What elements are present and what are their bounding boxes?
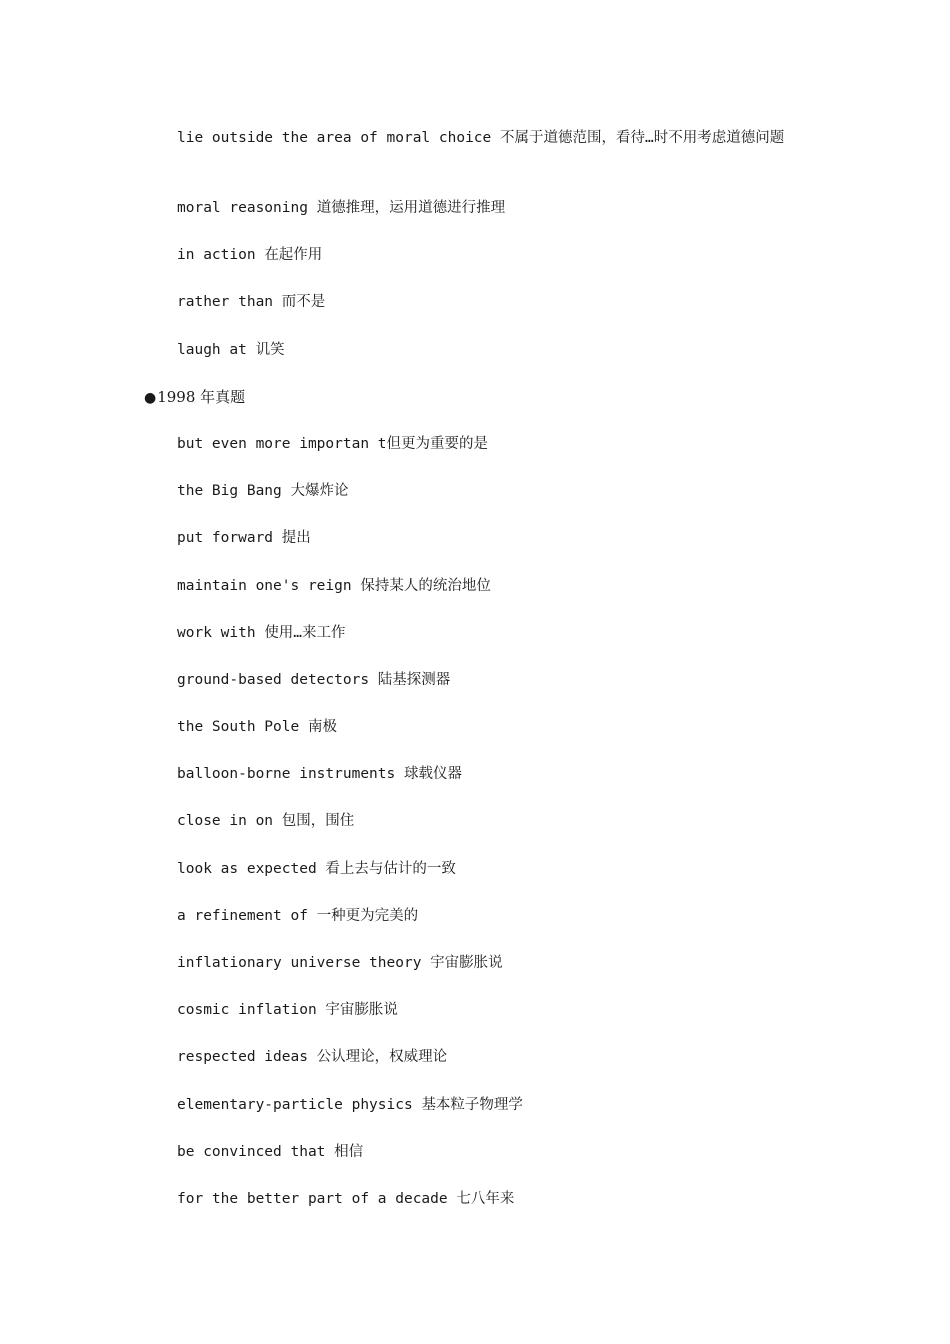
- vocab-english: inflationary universe theory: [177, 955, 422, 971]
- vocab-chinese: 公认理论，权威理论: [316, 1049, 448, 1066]
- vocab-english: balloon-borne instruments: [177, 766, 396, 783]
- vocab-entry: [144, 716, 814, 763]
- vocab-english: maintain one's reign: [177, 577, 352, 594]
- vocab-english: laugh at: [177, 341, 247, 358]
- vocabulary-list: [144, 126, 814, 1235]
- vocab-chinese: 南极: [307, 719, 337, 736]
- vocab-chinese: 而不是: [281, 294, 326, 311]
- vocab-entry: [144, 480, 814, 527]
- vocab-entry: [144, 622, 814, 669]
- vocab-entry: [144, 1094, 814, 1141]
- vocab-chinese: 基本粒子物理学: [421, 1096, 523, 1113]
- vocab-entry: [144, 952, 814, 999]
- vocab-english: the South Pole: [177, 719, 300, 736]
- vocab-english: close in on: [177, 813, 274, 830]
- vocab-entry: [144, 858, 814, 905]
- vocab-english: a refinement of: [177, 907, 308, 924]
- vocab-entry: [144, 999, 814, 1046]
- vocab-chinese: 提出: [281, 530, 311, 547]
- vocab-english: rather than: [177, 294, 274, 311]
- section-heading: [144, 386, 814, 433]
- vocab-entry: [144, 1188, 814, 1235]
- vocab-chinese: 宇宙膨胀说: [430, 955, 503, 971]
- vocab-english: put forward: [177, 530, 274, 547]
- vocab-english: but even more importan t: [177, 435, 387, 452]
- vocab-entry: [144, 126, 814, 197]
- vocab-chinese: 陆基探测器: [377, 671, 451, 688]
- vocab-english: in action: [177, 247, 256, 264]
- vocab-english: elementary-particle physics: [177, 1096, 413, 1113]
- vocab-chinese: 相信: [334, 1143, 364, 1160]
- vocab-chinese: 一种更为完美的: [316, 907, 419, 924]
- vocab-entry: [144, 244, 814, 291]
- vocab-chinese: 不属于道德范围，看待…时不用考虑道德问题: [500, 130, 785, 146]
- vocab-english: look as expected: [177, 860, 317, 877]
- vocab-entry: [144, 1046, 814, 1093]
- vocab-chinese: 但更为重要的是: [386, 435, 489, 452]
- vocab-entry: [144, 905, 814, 952]
- vocab-entry: [144, 763, 814, 810]
- vocab-english: cosmic inflation: [177, 1002, 317, 1019]
- vocab-entry: [144, 291, 814, 338]
- vocab-entry: [144, 433, 814, 480]
- vocab-entry: [144, 810, 814, 857]
- vocab-entry: [144, 339, 814, 386]
- vocab-english: the Big Bang: [177, 483, 282, 500]
- vocab-english: lie outside the area of moral choice: [177, 130, 492, 146]
- vocab-chinese: 七八年来: [456, 1190, 515, 1207]
- vocab-chinese: 道德推理，运用道德进行推理: [316, 200, 506, 216]
- vocab-chinese: 包围，围住: [281, 813, 355, 830]
- vocab-chinese: 球载仪器: [403, 766, 462, 783]
- vocab-chinese: 大爆炸论: [290, 483, 349, 500]
- vocab-chinese: 宇宙膨胀说: [325, 1002, 398, 1019]
- vocab-entry: [144, 1141, 814, 1188]
- vocab-english: be convinced that: [177, 1143, 326, 1160]
- bullet-icon: ●: [144, 389, 157, 406]
- vocab-english: ground-based detectors: [177, 671, 370, 688]
- vocab-entry: [144, 197, 814, 244]
- vocab-chinese: 保持某人的统治地位: [360, 577, 491, 594]
- vocab-english: moral reasoning: [177, 200, 308, 216]
- vocab-entry: [144, 669, 814, 716]
- section-title: 1998 年真题: [157, 387, 246, 406]
- vocab-chinese: 讥笑: [255, 341, 285, 358]
- vocab-english: work with: [177, 624, 256, 641]
- vocab-english: respected ideas: [177, 1049, 308, 1066]
- vocab-english: for the better part of a decade: [177, 1190, 448, 1207]
- vocab-chinese: 使用…来工作: [264, 624, 346, 641]
- vocab-entry: [144, 575, 814, 622]
- vocab-chinese: 在起作用: [264, 247, 323, 264]
- vocab-entry: [144, 527, 814, 574]
- vocab-chinese: 看上去与估计的一致: [325, 860, 456, 877]
